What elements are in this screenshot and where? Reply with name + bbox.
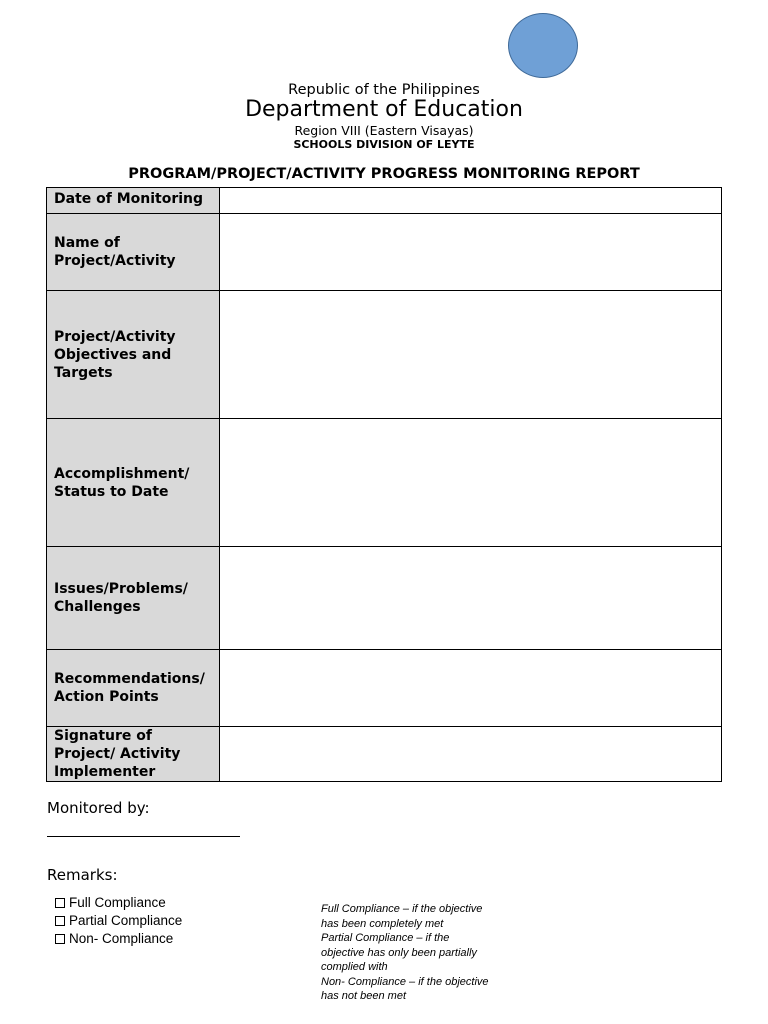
- monitored-by-label: Monitored by:: [47, 799, 150, 817]
- compliance-legend: [321, 902, 493, 1004]
- option-label: Full Compliance: [69, 895, 166, 910]
- checkbox-icon[interactable]: [55, 898, 65, 908]
- monitoring-form-table: [46, 187, 722, 782]
- field-date-of-monitoring[interactable]: [220, 188, 722, 214]
- row-signature: [47, 727, 722, 782]
- row-accomplishment: [47, 419, 722, 547]
- legend-partial: Partial Compliance – if the objective has only been partially complied with: [321, 932, 477, 973]
- row-recommendations: [47, 650, 722, 727]
- checkbox-icon[interactable]: [55, 934, 65, 944]
- label-issues: Issues/Problems/ Challenges: [47, 547, 220, 650]
- row-issues: [47, 547, 722, 650]
- option-full-compliance[interactable]: [55, 894, 182, 912]
- option-label: Partial Compliance: [69, 913, 183, 928]
- row-project-name: [47, 214, 722, 291]
- field-accomplishment[interactable]: [220, 419, 722, 547]
- legend-full: Full Compliance – if the objective has been completely met: [321, 903, 483, 930]
- field-project-name[interactable]: [220, 214, 722, 291]
- remarks-label: Remarks:: [47, 866, 118, 884]
- header-republic: Republic of the Philippines: [288, 82, 480, 98]
- label-recommendations: Recommendations/ Action Points: [47, 650, 220, 727]
- label-signature: Signature of Project/ Activity Implementer: [47, 727, 220, 782]
- option-partial-compliance[interactable]: [55, 912, 182, 930]
- checkbox-icon[interactable]: [55, 916, 65, 926]
- report-title: PROGRAM/PROJECT/ACTIVITY PROGRESS MONITORING REPORT: [128, 166, 640, 182]
- header-department: Department of Education: [245, 97, 523, 122]
- option-non-compliance[interactable]: [55, 930, 182, 948]
- compliance-options: [55, 894, 182, 948]
- label-date-of-monitoring: Date of Monitoring: [47, 188, 220, 214]
- row-objectives: [47, 291, 722, 419]
- field-signature[interactable]: [220, 727, 722, 782]
- header-region: Region VIII (Eastern Visayas): [294, 123, 474, 138]
- label-project-name: Name of Project/Activity: [47, 214, 220, 291]
- row-date-of-monitoring: [47, 188, 722, 214]
- deped-seal-logo: [508, 13, 578, 78]
- option-label: Non- Compliance: [69, 931, 174, 946]
- field-issues[interactable]: [220, 547, 722, 650]
- legend-non: Non- Compliance – if the objective has not been met: [321, 975, 489, 1002]
- field-objectives[interactable]: [220, 291, 722, 419]
- field-recommendations[interactable]: [220, 650, 722, 727]
- header-division: SCHOOLS DIVISION OF LEYTE: [293, 138, 475, 151]
- monitor-signature-line[interactable]: [47, 836, 240, 837]
- label-objectives: Project/Activity Objectives and Targets: [47, 291, 220, 419]
- label-accomplishment: Accomplishment/ Status to Date: [47, 419, 220, 547]
